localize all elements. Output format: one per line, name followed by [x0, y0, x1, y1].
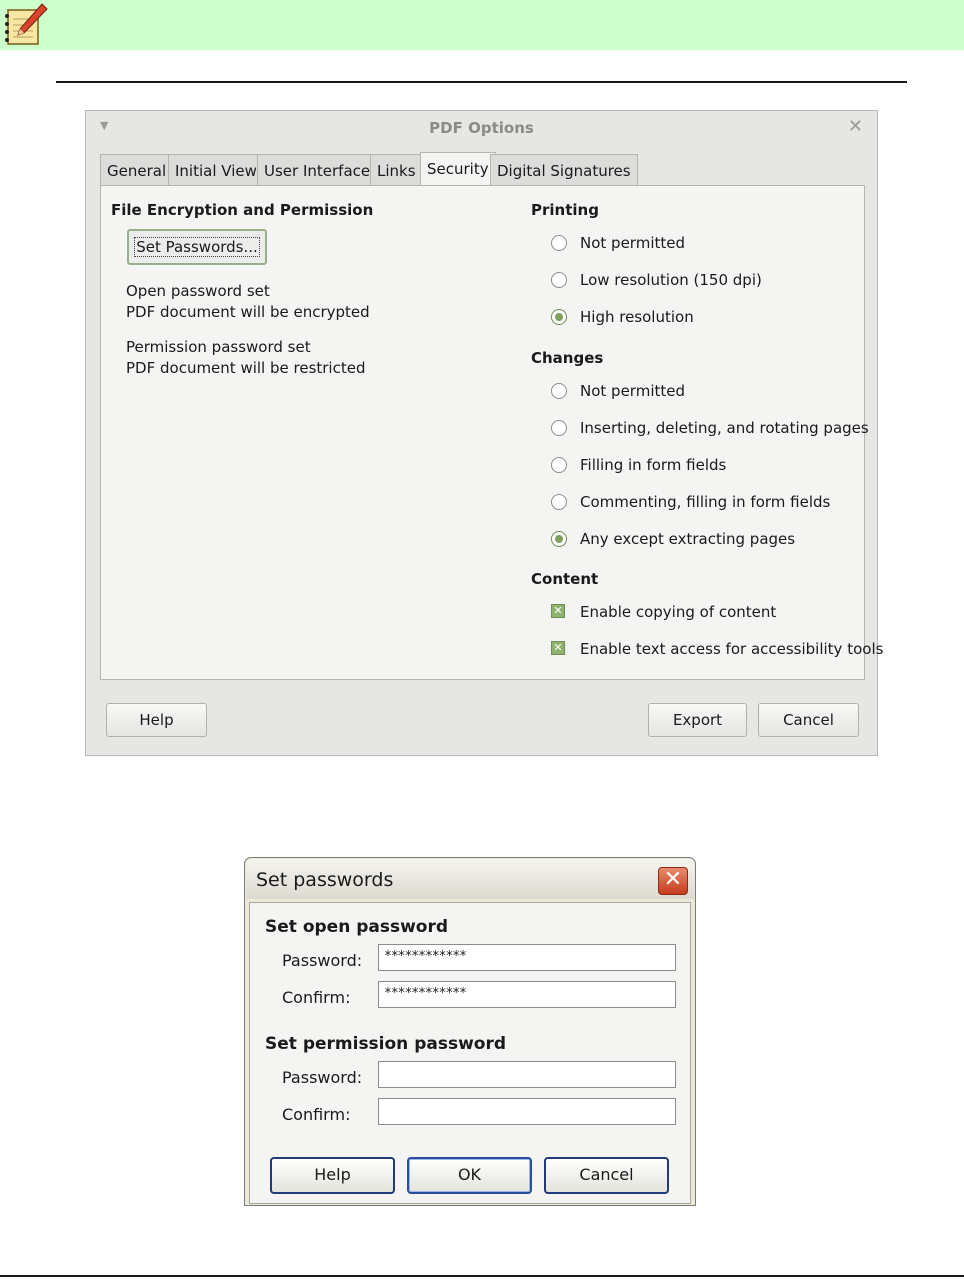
radio-indicator[interactable]	[551, 457, 567, 473]
open-password-status	[126, 281, 370, 323]
chevron-down-icon[interactable]: ▼	[100, 119, 109, 132]
option-label: Enable copying of content	[580, 603, 777, 621]
help-button[interactable]: Help	[106, 703, 207, 737]
perm-status-line-2: PDF document will be restricted	[126, 359, 366, 377]
cancel-button[interactable]: Cancel	[758, 703, 859, 737]
tab-digital-signatures[interactable]: Digital Signatures	[490, 154, 638, 186]
option-label: Any except extracting pages	[580, 530, 796, 548]
radio-indicator[interactable]	[551, 383, 567, 399]
option-label: High resolution	[580, 308, 694, 326]
perm-confirm-field[interactable]	[378, 1098, 676, 1125]
radio-indicator[interactable]	[551, 420, 567, 436]
help-button[interactable]: Help	[270, 1157, 395, 1194]
close-icon[interactable]: ✕	[847, 116, 863, 137]
tab-initial-view[interactable]: Initial View	[168, 154, 264, 186]
perm-confirm-label: Confirm:	[282, 1105, 351, 1124]
set-passwords-dialog	[244, 857, 696, 1206]
bottom-rule	[0, 1275, 964, 1277]
export-button[interactable]: Export	[648, 703, 747, 737]
checkbox-indicator[interactable]: ✕	[551, 604, 565, 618]
tab-security[interactable]: Security	[420, 152, 496, 187]
dialog-title: Set passwords	[256, 869, 394, 891]
set-passwords-label: Set Passwords...	[136, 238, 258, 256]
open-status-line-2: PDF document will be encrypted	[126, 303, 370, 321]
open-password-heading: Set open password	[265, 917, 449, 937]
perm-password-label: Password:	[282, 1068, 363, 1087]
radio-indicator[interactable]	[551, 235, 567, 251]
open-password-label: Password:	[282, 951, 363, 970]
permission-password-status	[126, 337, 365, 379]
radio-indicator[interactable]	[551, 531, 567, 547]
option-label: Inserting, deleting, and rotating pages	[580, 419, 869, 437]
radio-indicator[interactable]	[551, 272, 567, 288]
note-pencil-icon	[2, 2, 48, 46]
option-label: Low resolution (150 dpi)	[580, 271, 762, 289]
perm-status-line-1: Permission password set	[126, 338, 311, 356]
open-confirm-field[interactable]: ************	[378, 981, 676, 1008]
content-heading: Content	[531, 570, 599, 588]
radio-indicator[interactable]	[551, 494, 567, 510]
perm-password-field[interactable]	[378, 1061, 676, 1088]
permission-password-heading: Set permission password	[265, 1034, 507, 1054]
dialog-body	[249, 902, 691, 1204]
top-rule	[56, 81, 907, 83]
security-panel	[100, 185, 884, 680]
open-password-field[interactable]: ************	[378, 944, 676, 971]
radio-indicator[interactable]	[551, 309, 567, 325]
changes-heading: Changes	[531, 349, 604, 367]
option-label: Commenting, filling in form fields	[580, 493, 831, 511]
tab-links[interactable]: Links	[370, 154, 423, 186]
option-label: Enable text access for accessibility tools	[580, 640, 884, 658]
note-banner	[0, 0, 964, 50]
open-confirm-label: Confirm:	[282, 988, 351, 1007]
option-label: Not permitted	[580, 234, 685, 252]
dialog-title: PDF Options	[429, 119, 534, 137]
option-label: Not permitted	[580, 382, 685, 400]
checkbox-indicator[interactable]: ✕	[551, 641, 565, 655]
tab-user-interface[interactable]: User Interface	[257, 154, 377, 186]
ok-button[interactable]: OK	[407, 1157, 532, 1194]
dialog-titlebar	[246, 859, 694, 899]
open-status-line-1: Open password set	[126, 282, 270, 300]
encryption-heading: File Encryption and Permission	[111, 201, 374, 219]
cancel-button[interactable]: Cancel	[544, 1157, 669, 1194]
set-passwords-button[interactable]	[127, 229, 267, 265]
pdf-options-dialog	[85, 110, 884, 756]
close-icon[interactable]: ✕	[658, 867, 688, 895]
option-label: Filling in form fields	[580, 456, 727, 474]
printing-heading: Printing	[531, 201, 599, 219]
tab-general[interactable]: General	[100, 154, 173, 186]
